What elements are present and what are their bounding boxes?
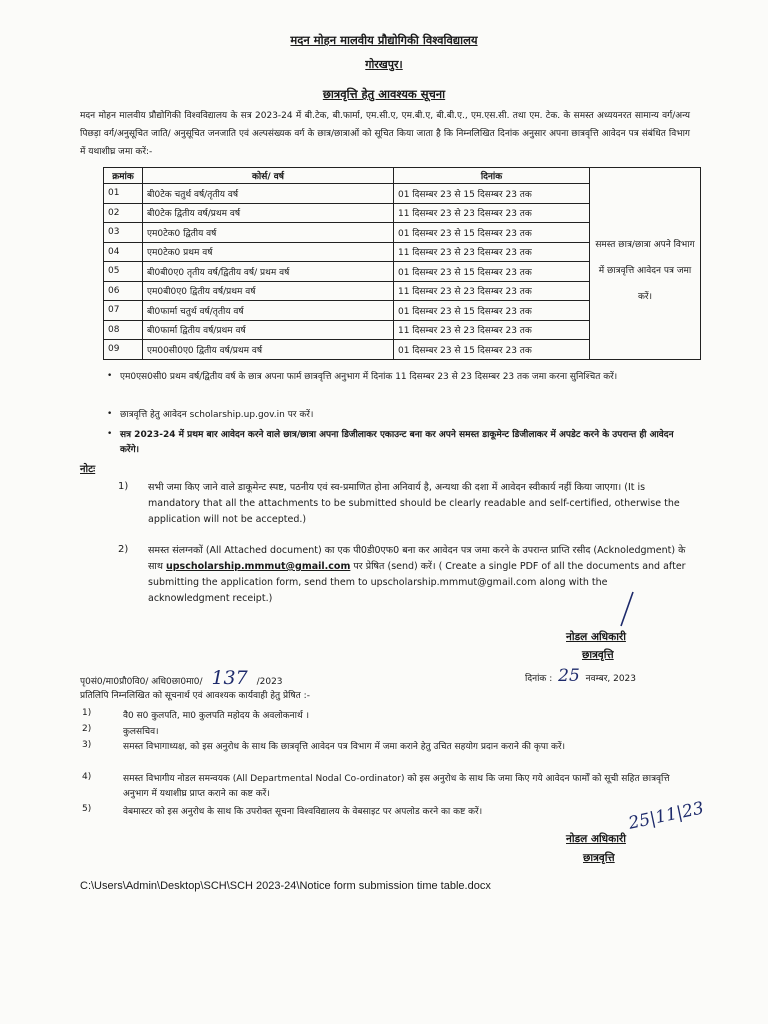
schedule-table [103,167,701,360]
reference-number [80,667,283,689]
bullet-msc: एम0एस0सी0 प्रथम वर्ष/द्वितीय वर्ष के छात्र अपना फार्म छात्रवृत्ति अनुभाग में दिनांक 11 दिसम्बर 23 से 23 दिसम्बर 23 तक जमा करना सुनिश्चित करें। [120,372,618,382]
university-city: गोरखपुर। [365,58,403,71]
row-date: 11 दिसम्बर 23 से 23 दिसम्बर 23 तक [394,203,590,223]
note-number: 2) [118,544,129,555]
email-link[interactable]: upscholarship.mmmut@gmail.com [165,561,351,572]
copy-num: 3) [82,740,92,750]
row-course: बी0बी0ए0 तृतीय वर्ष/द्वितीय वर्ष/ प्रथम वर्ष [143,262,394,282]
file-path: C:\Users\Admin\Desktop\SCH\SCH 2023-24\Notice form submission time table.docx [80,880,491,892]
row-date: 11 दिसम्बर 23 से 23 दिसम्बर 23 तक [394,320,590,340]
row-course: बी0टेक द्वितीय वर्ष/प्रथम वर्ष [143,203,394,223]
col-header-date: दिनांक [394,168,590,184]
bullet-icon: • [107,371,113,381]
row-sn: 05 [104,262,143,282]
row-sn: 06 [104,281,143,301]
row-date: 01 दिसम्बर 23 से 15 दिसम्बर 23 तक [394,223,590,243]
ref-prefix: पृ0सं0/मा0प्रौ0वि0/ अधि0छा0मा0/ [80,677,203,687]
side-note: समस्त छात्र/छात्रा अपने विभाग में छात्रवृत्ति आवेदन पत्र जमा करें। [590,184,701,360]
row-course: एम0टेक0 द्वितीय वर्ष [143,223,394,243]
copy-num: 1) [82,708,92,718]
ref-year: /2023 [256,677,283,687]
row-sn: 01 [104,184,143,204]
row-date: 01 दिसम्बर 23 से 15 दिसम्बर 23 तक [394,184,590,204]
col-header-blank [590,168,701,184]
row-course: बी0टेक चतुर्थ वर्ष/तृतीय वर्ष [143,184,394,204]
copy-num: 5) [82,804,92,814]
row-date: 01 दिसम्बर 23 से 15 दिसम्बर 23 तक [394,340,590,360]
row-sn: 02 [104,203,143,223]
bullet-digilocker: सत्र 2023-24 में प्रथम बार आवेदन करने वाले छात्र/छात्रा अपना डिजीलाकर एकाउन्ट बना कर अपने समस्त डाकूमेन्ट डिजीलाकर में अपडेट करने के उपरान्त ही आवेदन करेंगे। [120,430,674,455]
handwritten-date: 25|11|23 [626,798,706,834]
note-text: सभी जमा किए जाने वाले डाकूमेन्ट स्पष्ट, पठनीय एवं स्व-प्रमाणित होना अनिवार्य है, अन्यथा की दशा में आवेदन स्वीकार्य नहीं किया जाएगा। (It is mandatory that all the attachments to be submitted should be clearly readable and self-certified, otherwise the application will not be accepted.) [148,482,680,525]
row-course: एम0टेक0 प्रथम वर्ष [143,242,394,262]
row-sn: 07 [104,301,143,321]
row-sn: 09 [104,340,143,360]
signature-dept: छात्रवृत्ति [583,852,615,864]
table-row [104,184,701,204]
note-text-part-a: समस्त संलग्नकों (All Attached document) का एक पी0डी0एफ0 बना कर आवेदन पत्र जमा करने के उपरान्त प्राप्ति रसीद (Acknoledgment) के साथ [148,545,686,572]
note-text [148,543,688,607]
col-header-sn: क्रमांक [104,168,143,184]
university-name: मदन मोहन मालवीय प्रौद्योगिकी विश्वविद्यालय [290,33,478,47]
bullet-icon: • [107,429,113,439]
copy-item: वै0 स0 कुलपति, मा0 कुलपति महोदय के अवलोकनार्थ । [123,711,310,721]
copy-to-intro: प्रतिलिपि निम्नलिखित को सूचनार्थ एवं आवश्यक कार्यवाही हेतु प्रेषित :- [80,691,310,701]
notice-title: छात्रवृत्ति हेतु आवश्यक सूचना [322,87,446,101]
copy-num: 4) [82,772,92,782]
bullet-icon: • [107,409,113,419]
ref-handwritten-number: 137 [211,667,248,689]
copy-item: समस्त विभागीय नोडल समन्वयक (All Departmental Nodal Co-ordinator) को इस अनुरोध के साथ कि जमा किए गये आवेदन फार्मों को सूची सहित छात्रवृत्ति अनुभाग में यथाशीघ्र प्राप्त कराने का कष्ट करें। [123,774,670,799]
row-date: 11 दिसम्बर 23 से 23 दिसम्बर 23 तक [394,281,590,301]
table-header-row [104,168,701,184]
copy-num: 2) [82,724,92,734]
signature-dept: छात्रवृत्ति [582,649,614,661]
signature-title: नोडल अधिकारी [566,631,626,643]
notes-heading: नोटः [80,464,96,475]
note-number: 1) [118,481,129,492]
row-course: बी0फार्मा द्वितीय वर्ष/प्रथम वर्ष [143,320,394,340]
row-date: 01 दिसम्बर 23 से 15 दिसम्बर 23 तक [394,301,590,321]
copy-item: कुलसचिव। [123,727,159,737]
date-day: 25 [558,666,580,686]
reference-date [525,666,636,686]
date-label: दिनांक : [525,674,553,684]
row-sn: 08 [104,320,143,340]
note-text-part-b: पर प्रेषित (send) करें। ( Create a single PDF of all the documents and after submitting the application form, send them to upscholarship.mmmut@gmail.com along with the acknowledgment receipt.) [148,561,686,604]
signature-title: नोडल अधिकारी [566,833,626,845]
bullet-portal: छात्रवृत्ति हेतु आवेदन scholarship.up.gov.in पर करें। [120,410,314,420]
signature-stroke-icon [615,590,637,630]
row-date: 01 दिसम्बर 23 से 15 दिसम्बर 23 तक [394,262,590,282]
row-course: एम00सी0ए0 द्वितीय वर्ष/प्रथम वर्ष [143,340,394,360]
row-course: एम0बी0ए0 द्वितीय वर्ष/प्रथम वर्ष [143,281,394,301]
row-date: 11 दिसम्बर 23 से 23 दिसम्बर 23 तक [394,242,590,262]
col-header-course: कोर्स/ वर्ष [143,168,394,184]
row-sn: 03 [104,223,143,243]
intro-paragraph: मदन मोहन मालवीय प्रौद्योगिकी विश्वविद्यालय के सत्र 2023-24 में बी.टेक, बी.फार्मा, एम.सी.ए, एम.बी.ए, बी.बी.ए., एम.एस.सी. तथा एम. टेक. के समस्त अध्ययनरत सामान्य वर्ग/अन्य पिछड़ा वर्ग/अनुसूचित जाति/ अनुसूचित जनजाति एवं अल्पसंख्यक वर्ग के छात्र/छात्राओं को सूचित किया जाता है कि निम्नलिखित दिनांक अनुसार अपना छात्रवृत्ति आवेदन पत्र संबंधित विभाग में यथाशीघ्र जमा करें:- [80,111,690,157]
row-course: बी0फार्मा चतुर्थ वर्ष/तृतीय वर्ष [143,301,394,321]
row-sn: 04 [104,242,143,262]
date-month-year: नवम्बर, 2023 [585,674,637,684]
copy-item: समस्त विभागाध्यक्ष, को इस अनुरोध के साथ कि छात्रवृत्ति आवेदन पत्र विभाग में जमा कराने हेतु उचित सहयोग प्रदान कराने की कृपा करें। [123,742,566,752]
copy-item: वेबमास्टर को इस अनुरोध के साथ कि उपरोक्त सूचना विश्वविद्यालय के वेबसाइट पर अपलोड करने का कष्ट करें। [123,807,483,817]
